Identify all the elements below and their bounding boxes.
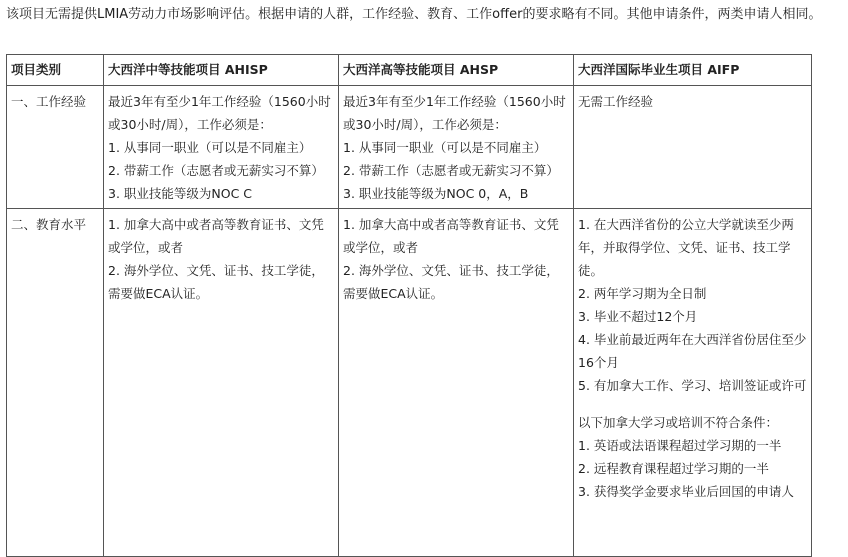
cell-line: 2. 海外学位、文凭、证书、技工学徒，需要做ECA认证。: [108, 263, 324, 301]
cell-line: 3. 毕业不超过12个月: [578, 309, 698, 324]
cell-line: 3. 职业技能等级为NOC 0，A，B: [343, 186, 529, 201]
ahsp-education-cell: [339, 209, 574, 557]
cell-line: 1. 英语或法语课程超过学习期的一半: [578, 438, 782, 453]
cell-line: 2. 两年学习期为全日制: [578, 286, 707, 301]
cell-line: 2. 海外学位、文凭、证书、技工学徒，需要做ECA认证。: [343, 263, 559, 301]
cell-line: 1. 在大西洋省份的公立大学就读至少两年，并取得学位、文凭、证书、技工学徒。: [578, 217, 794, 278]
cell-line: 3. 获得奖学金要求毕业后回国的申请人: [578, 484, 794, 499]
category-cell: 一、工作经验: [7, 86, 104, 209]
ahsp-work-cell: [339, 86, 574, 209]
cell-line: 2. 远程教育课程超过学习期的一半: [578, 461, 769, 476]
ahisp-work-cell: [104, 86, 339, 209]
header-ahisp: 大西洋中等技能项目 AHISP: [104, 55, 339, 86]
cell-line: 无需工作经验: [578, 94, 654, 109]
cell-line: 1. 从事同一职业（可以是不同雇主）: [343, 140, 547, 155]
cell-line: 1. 加拿大高中或者高等教育证书、文凭或学位，或者: [108, 217, 324, 255]
aifp-education-cell: [574, 209, 812, 557]
aifp-work-cell: [574, 86, 812, 209]
spacer: [578, 397, 807, 411]
cell-line: 最近3年有至少1年工作经验（1560小时或30小时/周），工作必须是：: [108, 94, 331, 132]
cell-line: 4. 毕业前最近两年在大西洋省份居住至少16个月: [578, 332, 807, 370]
header-ahsp: 大西洋高等技能项目 AHSP: [339, 55, 574, 86]
header-aifp: 大西洋国际毕业生项目 AIFP: [574, 55, 812, 86]
table-row-education: [7, 209, 812, 557]
cell-line: 1. 从事同一职业（可以是不同雇主）: [108, 140, 312, 155]
intro-text: 该项目无需提供LMIA劳动力市场影响评估。根据申请的人群，工作经验、教育、工作offer的要求略有不同。其他申请条件，两类申请人相同。: [6, 7, 822, 22]
category-cell: 二、教育水平: [7, 209, 104, 557]
ahisp-education-cell: [104, 209, 339, 557]
cell-line: 最近3年有至少1年工作经验（1560小时或30小时/周），工作必须是：: [343, 94, 566, 132]
note-title: 以下加拿大学习或培训不符合条件：: [578, 415, 779, 430]
header-category: 项目类别: [7, 55, 104, 86]
table-row-work-experience: [7, 86, 812, 209]
table-header-row: [7, 55, 812, 86]
cell-line: 2. 带薪工作（志愿者或无薪实习不算）: [343, 163, 559, 178]
cell-line: 2. 带薪工作（志愿者或无薪实习不算）: [108, 163, 324, 178]
cell-line: 3. 职业技能等级为NOC C: [108, 186, 253, 201]
cell-line: 5. 有加拿大工作、学习、培训签证或许可: [578, 378, 807, 393]
cell-line: 1. 加拿大高中或者高等教育证书、文凭或学位，或者: [343, 217, 559, 255]
requirements-table: [6, 54, 812, 557]
